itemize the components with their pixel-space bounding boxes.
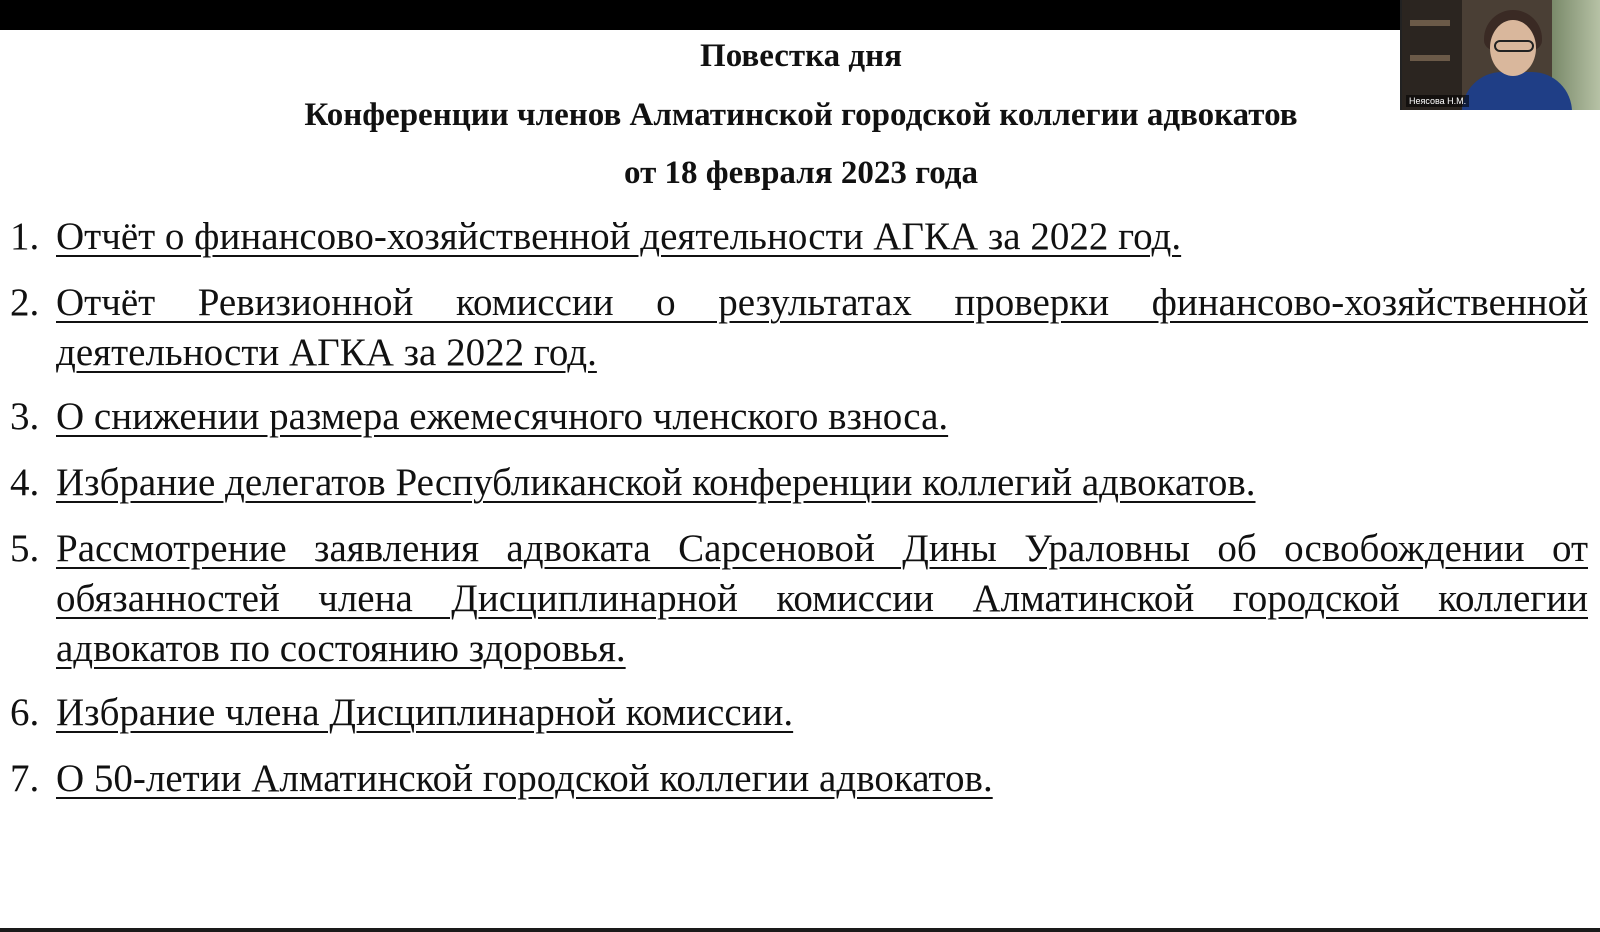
shelf-line (1410, 55, 1450, 61)
glasses-icon (1494, 40, 1534, 52)
agenda-item-text: О снижении размера ежемесячного членского взноса. (56, 395, 949, 438)
agenda-item-5 (10, 524, 1588, 674)
agenda-item-number: 6. (10, 691, 40, 734)
bottom-divider (0, 928, 1600, 932)
slide-date: от 18 февраля 2023 года (624, 155, 978, 191)
agenda-item-number: 2. (10, 281, 40, 324)
agenda-item-number: 3. (10, 395, 40, 438)
agenda-item-number: 7. (10, 757, 40, 800)
agenda-item-text: Отчёт Ревизионной комиссии о результатах проверки финансово-хозяйственной деятельности АГКА за 2022 год. (56, 281, 1588, 374)
agenda-item-3 (10, 392, 1588, 442)
slide-subtitle: Конференции членов Алматинской городской коллегии адвокатов (304, 97, 1298, 133)
agenda-item-number: 4. (10, 461, 40, 504)
participant-name-label: Неясова Н.М. (1406, 95, 1469, 107)
agenda-item-7 (10, 754, 1588, 804)
shelf-line (1410, 20, 1450, 26)
agenda-item-1 (10, 212, 1588, 262)
participant-video-tile[interactable] (1400, 0, 1600, 110)
agenda-item-number: 1. (10, 215, 40, 258)
agenda-item-text: Отчёт о финансово-хозяйственной деятельности АГКА за 2022 год. (56, 215, 1182, 258)
agenda-item-text: Избрание члена Дисциплинарной комиссии. (56, 691, 794, 734)
agenda-item-text: О 50-летии Алматинской городской коллегии адвокатов. (56, 757, 993, 800)
slide-title: Повестка дня (700, 38, 902, 74)
agenda-item-4 (10, 458, 1588, 508)
agenda-item-number: 5. (10, 527, 40, 570)
top-black-bar (0, 0, 1600, 30)
agenda-item-text: Рассмотрение заявления адвоката Сарсеновой Дины Ураловны об освобождении от обязанностей члена Дисциплинарной комиссии Алматинской городской коллегии адвокатов по состоянию здоровья. (56, 527, 1588, 670)
agenda-item-6 (10, 688, 1588, 738)
agenda-item-2 (10, 278, 1588, 378)
agenda-item-text: Избрание делегатов Республиканской конференции коллегий адвокатов. (56, 461, 1256, 504)
